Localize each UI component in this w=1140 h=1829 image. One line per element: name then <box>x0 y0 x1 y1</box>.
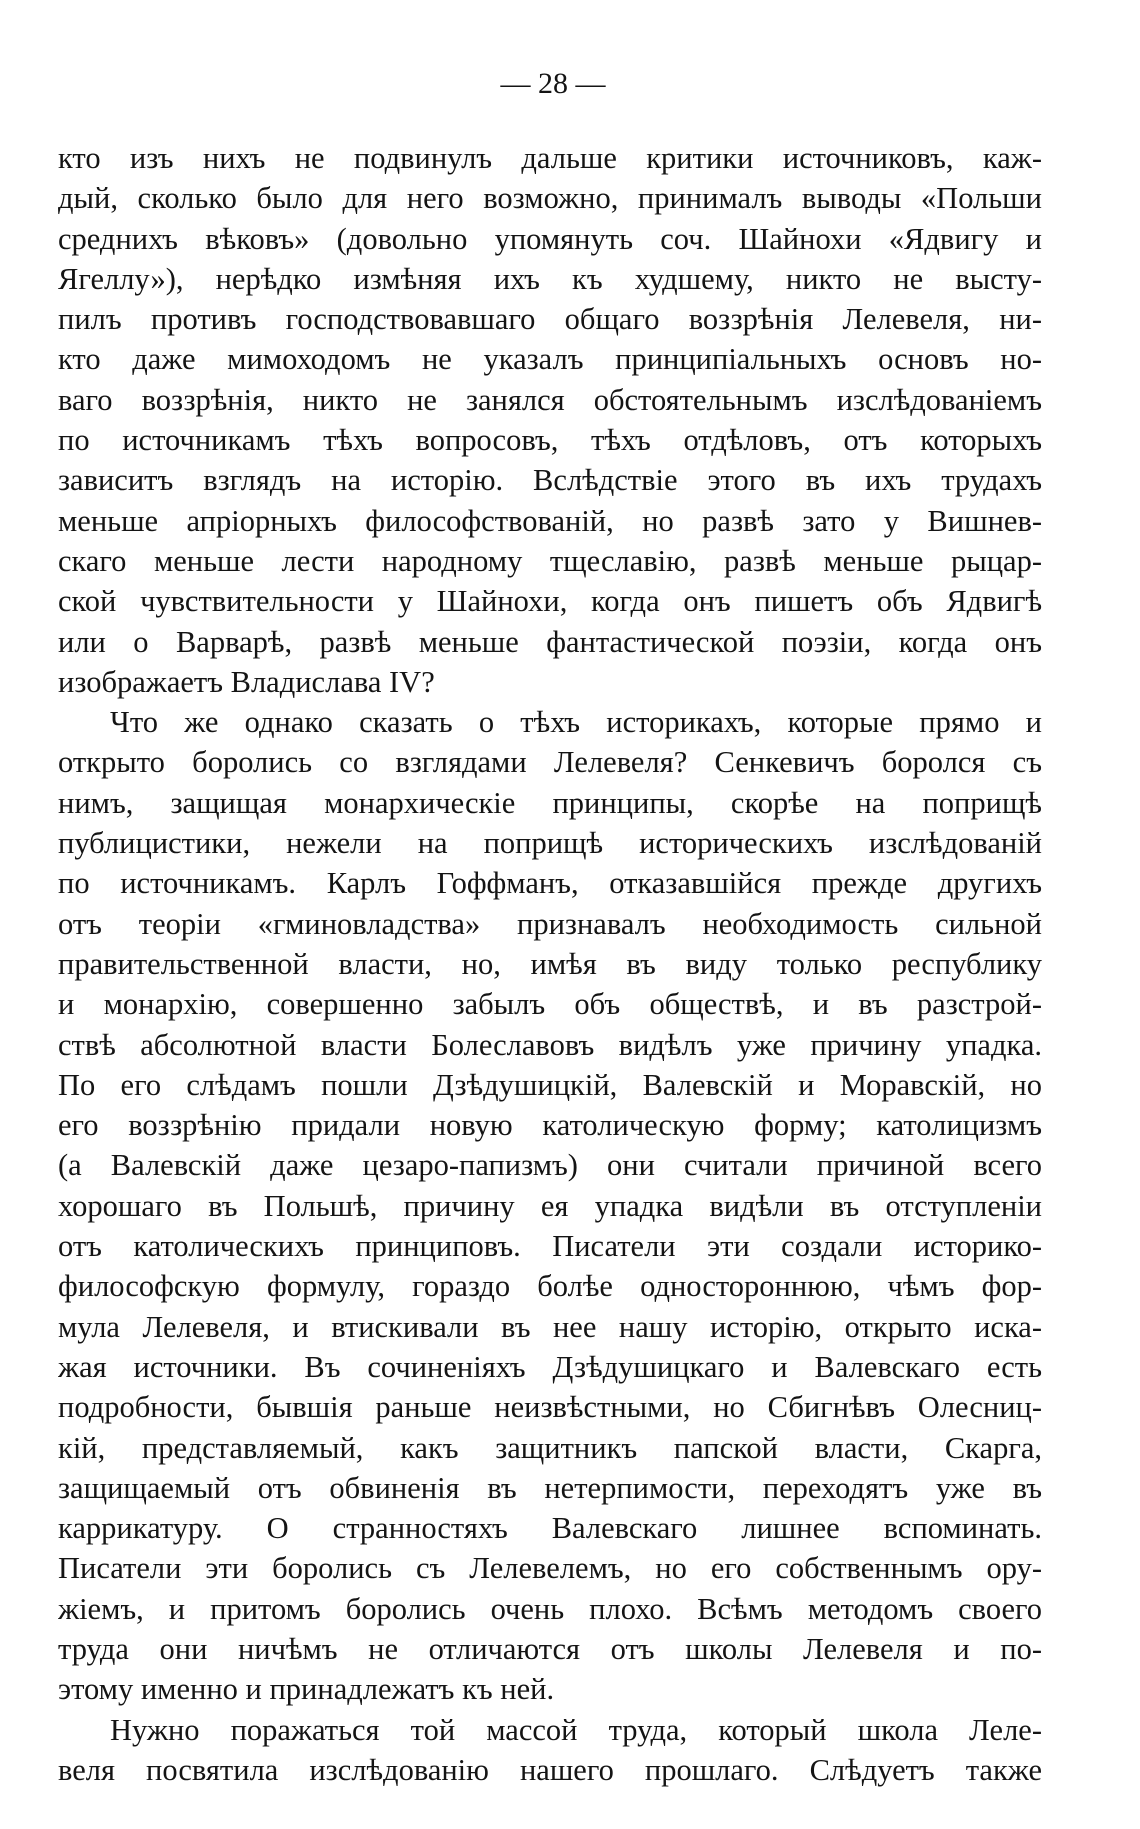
text-line: дый, сколько было для него возможно, принималъ выводы «Польши <box>58 181 1042 216</box>
text-line: подробности, бывшія раньше неизвѣстными, но Сбигнѣвъ Олесниц- <box>58 1390 1042 1425</box>
text-line: зависитъ взглядъ на исторію. Вслѣдствіе этого въ ихъ трудахъ <box>58 463 1042 498</box>
text-line: мула Лелевеля, и втискивали въ нее нашу исторію, открыто иска- <box>58 1309 1042 1344</box>
text-line: каррикатуру. О странностяхъ Валевскаго лишнее вспоминать. <box>58 1511 1042 1546</box>
text-line: По его слѣдамъ пошли Дзѣдушицкій, Валевскій и Моравскій, но <box>58 1067 1042 1102</box>
document-page <box>58 66 1042 1787</box>
text-line: и монархію, совершенно забылъ объ обществѣ, и въ разстрой- <box>58 987 1042 1022</box>
text-line: кто изъ нихъ не подвинулъ дальше критики источниковъ, каж- <box>58 141 1042 175</box>
text-line: Что же однако сказать о тѣхъ историкахъ, которые прямо и <box>110 705 1042 740</box>
page-number: — 28 — <box>500 67 606 100</box>
text-line: отъ теоріи «гминовладства» признавалъ необходимость сильной <box>58 906 1042 941</box>
text-line: жая источники. Въ сочиненіяхъ Дзѣдушицкаго и Валевскаго есть <box>58 1349 1042 1384</box>
text-line: труда они ничѣмъ не отличаются отъ школы Лелевеля и по- <box>58 1631 1042 1666</box>
text-line: жіемъ, и притомъ боролись очень плохо. Всѣмъ методомъ своего <box>58 1591 1042 1626</box>
text-line: защищаемый отъ обвиненія въ нетерпимости, переходятъ уже въ <box>58 1470 1042 1505</box>
paragraph-3 <box>58 1710 1042 1791</box>
text-line: отъ католическихъ принциповъ. Писатели эти создали историко- <box>58 1229 1042 1264</box>
text-line: пилъ противъ господствовавшаго общаго воззрѣнія Лелевеля, ни- <box>58 302 1042 337</box>
paragraph-1 <box>58 138 1042 702</box>
text-line: философскую формулу, гораздо болѣе одностороннюю, чѣмъ фор- <box>58 1269 1042 1304</box>
text-line: хорошаго въ Польшѣ, причину ея упадка видѣли въ отступленіи <box>58 1188 1042 1223</box>
text-line: Писатели эти боролись съ Лелевелемъ, но его собственнымъ ору- <box>58 1551 1042 1586</box>
text-line: среднихъ вѣковъ» (довольно упомянуть соч. Шайнохи «Ядвигу и <box>58 221 1042 256</box>
text-line: Нужно поражаться той массой труда, который школа Леле- <box>110 1712 1042 1747</box>
paragraph-2 <box>58 702 1042 1709</box>
text-line: (а Валевскій даже цезаро-папизмъ) они считали причиной всего <box>58 1148 1042 1183</box>
text-line: скаго меньше лести народному тщеславію, развѣ меньше рыцар- <box>58 543 1042 578</box>
text-line: Ягеллу»), нерѣдко измѣняя ихъ къ худшему, никто не высту- <box>58 261 1042 296</box>
text-line: веля посвятила изслѣдованію нашего прошлаго. Слѣдуетъ также <box>58 1752 1042 1787</box>
text-line: кій, представляемый, какъ защитникъ папской власти, Скарга, <box>58 1430 1042 1465</box>
text-line: правительственной власти, но, имѣя въ виду только республику <box>58 946 1042 981</box>
text-line: ваго воззрѣнія, никто не занялся обстоятельнымъ изслѣдованіемъ <box>58 382 1042 417</box>
text-line: изображаетъ Владислава IV? <box>58 664 435 699</box>
text-line: нимъ, защищая монархическіе принципы, скорѣе на поприщѣ <box>58 785 1042 820</box>
text-line: кто даже мимоходомъ не указалъ принципіальныхъ основъ но- <box>58 342 1042 377</box>
text-line: или о Варварѣ, развѣ меньше фантастической поэзіи, когда онъ <box>58 624 1042 659</box>
text-line: открыто боролись со взглядами Лелевеля? Сенкевичъ боролся съ <box>58 745 1042 780</box>
text-line: публицистики, нежели на поприщѣ историческихъ изслѣдованій <box>58 826 1042 861</box>
text-line: ствѣ абсолютной власти Болеславовъ видѣлъ уже причину упадка. <box>58 1027 1042 1062</box>
text-line: этому именно и принадлежатъ къ ней. <box>58 1672 555 1707</box>
text-line: его воззрѣнію придали новую католическую форму; католицизмъ <box>58 1108 1042 1143</box>
text-line: меньше апріорныхъ философствованій, но развѣ зато у Вишнев- <box>58 503 1042 538</box>
text-line: по источникамъ тѣхъ вопросовъ, тѣхъ отдѣловъ, отъ которыхъ <box>58 423 1042 458</box>
text-line: по источникамъ. Карлъ Гоффманъ, отказавшійся прежде другихъ <box>58 866 1042 901</box>
text-line: ской чувствительности у Шайнохи, когда онъ пишетъ объ Ядвигѣ <box>58 584 1042 619</box>
